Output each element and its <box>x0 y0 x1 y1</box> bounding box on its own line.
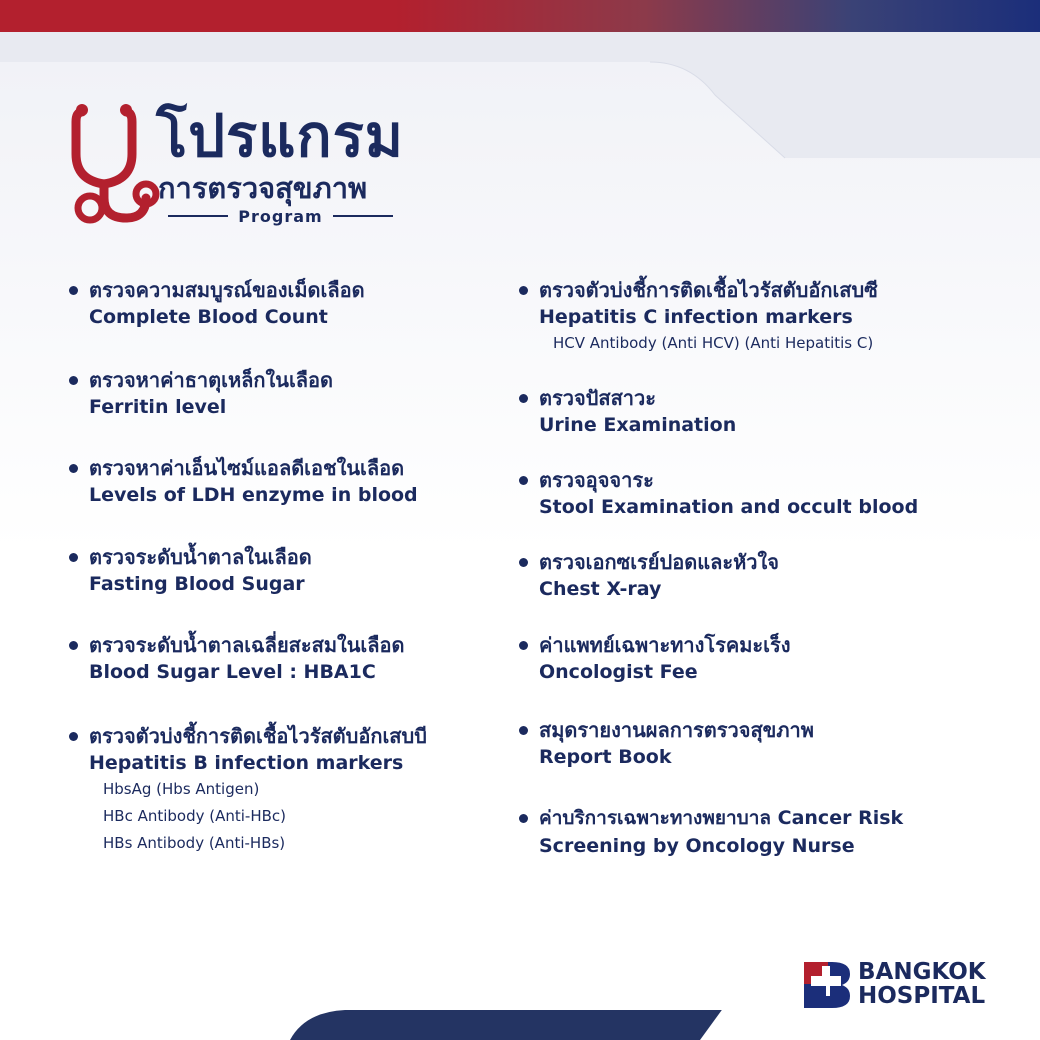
list-item <box>516 276 966 357</box>
item-thai: ค่าแพทย์เฉพาะทางโรคมะเร็ง <box>539 633 791 657</box>
stethoscope-icon <box>70 98 160 228</box>
hospital-cross-logo-icon <box>802 960 852 1010</box>
item-english: Oncologist Fee <box>539 661 698 683</box>
list-item <box>516 384 966 438</box>
item-thai: ค่าบริการเฉพาะทางพยาบาล Cancer Risk <box>539 807 904 829</box>
item-english: Hepatitis B infection markers <box>89 752 404 774</box>
list-item <box>66 454 486 508</box>
program-title: โปรแกรม <box>156 102 405 170</box>
divider-right <box>333 215 393 217</box>
item-english: Report Book <box>539 746 672 768</box>
bullet-icon <box>69 376 78 385</box>
bullet-icon <box>519 814 528 823</box>
item-english: Fasting Blood Sugar <box>89 573 305 595</box>
item-thai: ตรวจอุจจาระ <box>539 468 654 492</box>
item-thai: ตรวจตัวบ่งชี้การติดเชื้อไวรัสตับอักเสบบี <box>89 724 427 748</box>
item-english: Stool Examination and occult blood <box>539 496 919 518</box>
item-detail: HCV Antibody (Anti HCV) (Anti Hepatitis C) <box>553 334 874 352</box>
item-thai: ตรวจหาค่าเอ็นไซม์แอลดีเอชในเลือด <box>89 456 405 480</box>
item-english: Blood Sugar Level : HBA1C <box>89 661 376 683</box>
item-thai: ตรวจความสมบูรณ์ของเม็ดเลือด <box>89 278 365 302</box>
bullet-icon <box>69 641 78 650</box>
item-thai: ตรวจเอกซเรย์ปอดและหัวใจ <box>539 550 779 574</box>
list-item <box>516 716 966 770</box>
list-item <box>66 543 486 597</box>
item-detail: HBc Antibody (Anti-HBc) <box>103 807 287 825</box>
item-detail: HBs Antibody (Anti-HBs) <box>103 834 286 852</box>
item-english: Screening by Oncology Nurse <box>539 835 855 857</box>
list-item <box>516 548 966 602</box>
bullet-icon <box>519 641 528 650</box>
list-item <box>66 276 486 330</box>
list-item <box>516 466 966 520</box>
bullet-icon <box>69 732 78 741</box>
bangkok-hospital-logo <box>802 960 1012 1010</box>
top-accent-bar <box>0 0 1040 32</box>
list-item <box>516 631 966 685</box>
bullet-icon <box>519 476 528 485</box>
item-english: Ferritin level <box>89 396 227 418</box>
logo-line-1: BANGKOK <box>858 959 986 985</box>
item-english: Hepatitis C infection markers <box>539 306 853 328</box>
bullet-icon <box>69 286 78 295</box>
bullet-icon <box>519 726 528 735</box>
item-detail: HbsAg (Hbs Antigen) <box>103 780 260 798</box>
bullet-icon <box>519 286 528 295</box>
list-item <box>66 366 486 420</box>
bullet-icon <box>69 464 78 473</box>
bullet-icon <box>69 553 78 562</box>
item-thai: ตรวจหาค่าธาตุเหล็กในเลือด <box>89 368 334 392</box>
bullet-icon <box>519 394 528 403</box>
logo-line-2: HOSPITAL <box>858 983 986 1009</box>
item-english: Urine Examination <box>539 414 737 436</box>
list-item <box>516 804 966 860</box>
program-subtitle: การตรวจสุขภาพ <box>158 171 368 205</box>
logo-wordmark <box>858 960 986 1008</box>
program-english-row <box>168 204 393 228</box>
item-thai: ตรวจระดับน้ำตาลในเลือด <box>89 545 312 569</box>
list-item <box>66 631 486 685</box>
program-english-label: Program <box>238 206 323 226</box>
item-english: Complete Blood Count <box>89 306 328 328</box>
item-english: Chest X-ray <box>539 578 662 600</box>
item-thai: ตรวจระดับน้ำตาลเฉลี่ยสะสมในเลือด <box>89 633 405 657</box>
item-english: Levels of LDH enzyme in blood <box>89 484 418 506</box>
item-thai: ตรวจตัวบ่งชี้การติดเชื้อไวรัสตับอักเสบซี <box>539 278 878 302</box>
program-title-block <box>70 96 430 236</box>
list-item <box>66 722 486 857</box>
item-thai: สมุดรายงานผลการตรวจสุขภาพ <box>539 718 814 742</box>
divider-left <box>168 215 228 217</box>
item-thai: ตรวจปัสสาวะ <box>539 386 656 410</box>
bullet-icon <box>519 558 528 567</box>
